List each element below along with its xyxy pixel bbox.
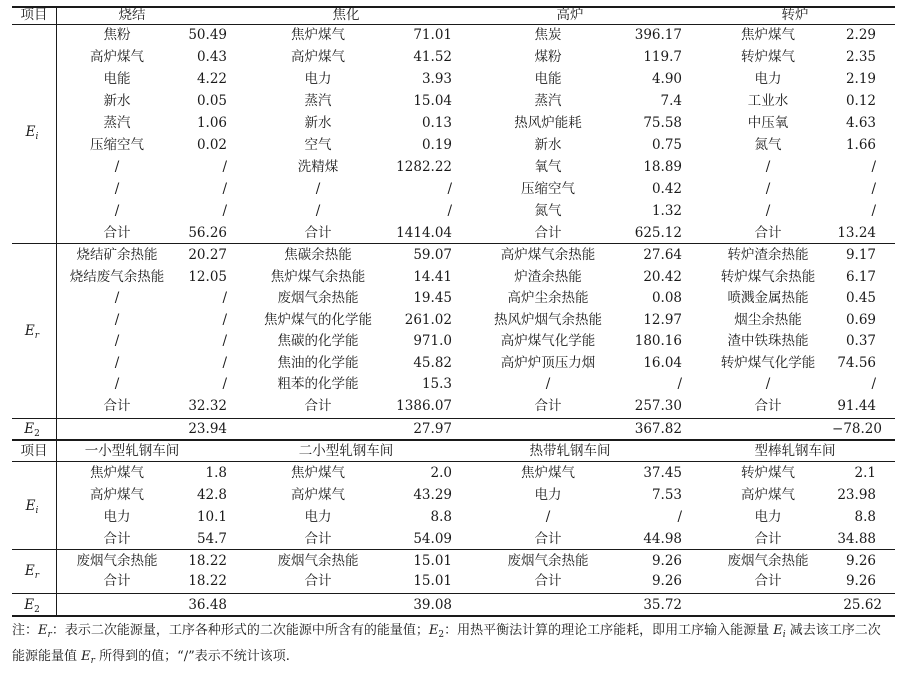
- er-cell-value: 16.04: [643, 354, 682, 371]
- ei2-cell-name: 焦炉煤气: [90, 465, 144, 481]
- er-cell-value: 0.08: [651, 290, 682, 306]
- table-note: [12, 620, 892, 672]
- note-er-subscript: r: [47, 630, 52, 640]
- er-cell-value: /: [222, 311, 227, 328]
- ei2-cell-name: 焦炉煤气: [521, 465, 575, 481]
- ei-cell-value: 0.12: [845, 93, 876, 109]
- ei2-row-label: [26, 498, 39, 519]
- ei-cell-name: 焦炉煤气: [291, 27, 345, 43]
- note-ei-letter: E: [773, 623, 783, 638]
- note-er-subscript-2: r: [90, 656, 95, 666]
- ei-row-label-letter: E: [25, 124, 36, 140]
- er2-cell-value: 15.01: [413, 553, 452, 569]
- ei-cell-name: /: [114, 203, 120, 219]
- ei-cell-value: 18.89: [643, 159, 682, 175]
- ei2-cell-value: 42.8: [196, 487, 227, 503]
- er-cell-value: 19.45: [413, 290, 452, 306]
- note-prefix: 注：: [12, 623, 39, 638]
- ei2-cell-name: 电力: [534, 487, 562, 503]
- ei-cell-name: 焦炭: [534, 27, 562, 43]
- er2-row-label: [25, 563, 39, 584]
- er-cell-name: 焦油的化学能: [277, 354, 359, 371]
- er-cell-value: 1386.07: [396, 397, 452, 414]
- er2-cell-name: 合计: [103, 573, 131, 589]
- er2-cell-name: 废烟气余热能: [507, 553, 589, 569]
- ei-cell-name: 焦粉: [103, 27, 131, 43]
- note-er-letter: E: [38, 623, 48, 638]
- note-ending: 所得到的值；“/”表示不统计该项.: [94, 649, 290, 664]
- er-cell-name: 焦炉煤气余热能: [270, 268, 366, 285]
- e2-value: 23.94: [188, 421, 227, 437]
- ei-cell-value: /: [447, 181, 452, 197]
- er-cell-value: /: [222, 376, 227, 392]
- ei-cell-value: 50.49: [188, 27, 227, 43]
- er-cell-value: 91.44: [837, 397, 876, 414]
- ei-cell-name: 空气: [304, 137, 332, 153]
- er-cell-name: 焦炉煤气的化学能: [264, 311, 372, 328]
- er-cell-value: 59.07: [413, 247, 452, 263]
- rule-header2: [12, 461, 895, 462]
- ei2-cell-value: /: [677, 509, 682, 525]
- er-cell-name: 高炉煤气余热能: [500, 247, 596, 263]
- ei-cell-name: 蒸汽: [304, 93, 332, 109]
- er-cell-value: 9.17: [845, 247, 876, 263]
- ei2-cell-value: 7.53: [651, 487, 682, 503]
- note-ei-subscript: i: [782, 630, 786, 640]
- ei2-cell-name: 合计: [304, 531, 332, 547]
- ei-cell-name: /: [765, 203, 771, 219]
- er-cell-name: /: [114, 376, 120, 392]
- e2-bottom-value: 35.72: [643, 597, 682, 613]
- ei-row-label: [26, 124, 39, 145]
- er-cell-value: 14.41: [413, 268, 452, 285]
- er2-cell-name: 废烟气余热能: [277, 553, 359, 569]
- er-cell-value: 0.69: [845, 311, 876, 328]
- er-cell-name: 转炉煤气化学能: [720, 354, 816, 371]
- ei-cell-name: 热风炉能耗: [514, 115, 582, 131]
- er-cell-value: 0.45: [845, 290, 876, 306]
- note-er-letter-2: E: [81, 649, 91, 664]
- e2-bottom-value: 39.08: [413, 597, 452, 613]
- ei-cell-name: /: [765, 159, 771, 175]
- ei-cell-value: /: [871, 159, 876, 175]
- er-cell-value: /: [677, 376, 682, 392]
- ei-cell-name: 工业水: [747, 93, 789, 109]
- ei2-cell-name: 电力: [103, 509, 131, 525]
- er-cell-value: /: [222, 333, 227, 349]
- er-cell-value: 45.82: [413, 354, 452, 371]
- ei-cell-value: 1.06: [196, 115, 227, 131]
- ei-cell-name: 电能: [534, 71, 562, 87]
- header-zhuanlu: 转炉: [781, 7, 809, 23]
- er-cell-name: 焦碳的化学能: [277, 333, 359, 349]
- er-cell-value: 32.32: [188, 397, 227, 414]
- ei-cell-name: 焦炉煤气: [741, 27, 795, 43]
- er2-cell-name: 合计: [754, 573, 782, 589]
- er2-row-label-subscript: r: [34, 571, 40, 581]
- ei2-cell-name: 电力: [304, 509, 332, 525]
- e2-bottom-row-label-letter: E: [24, 597, 35, 613]
- note-ei-symbol: [773, 623, 785, 638]
- er-cell-name: 高炉煤气化学能: [500, 333, 596, 349]
- er-cell-value: 74.56: [837, 354, 876, 371]
- rule-bottom: [12, 615, 895, 617]
- ei2-cell-name: 合计: [754, 531, 782, 547]
- er2-cell-value: 9.26: [651, 553, 682, 569]
- ei2-cell-name: 高炉煤气: [291, 487, 345, 503]
- ei-cell-name: 中压氧: [747, 115, 789, 131]
- e2-value: −78.20: [832, 421, 882, 437]
- ei2-cell-value: 2.0: [430, 465, 452, 481]
- er-cell-name: /: [114, 354, 120, 371]
- ei2-cell-value: 54.09: [413, 531, 452, 547]
- ei-cell-value: 625.12: [634, 225, 682, 241]
- er2-cell-value: 18.22: [188, 553, 227, 569]
- er-cell-value: /: [222, 354, 227, 371]
- ei-cell-value: 119.7: [643, 49, 682, 65]
- ei-cell-value: 4.90: [651, 71, 682, 87]
- er-cell-value: 20.27: [188, 247, 227, 263]
- er-cell-name: /: [114, 333, 120, 349]
- ei-cell-value: /: [222, 203, 227, 219]
- header2-item-label: 项目: [20, 443, 48, 459]
- er-cell-name: 合计: [304, 397, 332, 414]
- ei2-cell-name: 电力: [754, 509, 782, 525]
- ei-cell-name: 合计: [103, 225, 131, 241]
- rule-er2-e2: [12, 593, 895, 594]
- ei-cell-value: 0.43: [196, 49, 227, 65]
- vrule-item-bottom: [56, 441, 57, 617]
- er2-row-label-letter: E: [24, 563, 35, 579]
- ei-cell-value: 41.52: [413, 49, 452, 65]
- ei-cell-value: 3.93: [421, 71, 452, 87]
- e2-value: 367.82: [634, 421, 682, 437]
- ei-cell-value: 4.22: [196, 71, 227, 87]
- note-er-symbol: [38, 623, 52, 638]
- er-cell-value: 12.05: [188, 268, 227, 285]
- er2-cell-name: 合计: [304, 573, 332, 589]
- er-cell-value: /: [222, 290, 227, 306]
- note-er-definition: ：表示二次能源量，工序各种形式的二次能源中所含有的能量值；: [51, 623, 429, 638]
- ei-cell-name: 洗精煤: [297, 159, 339, 175]
- er-cell-name: 合计: [103, 397, 131, 414]
- vrule-item-top: [56, 6, 57, 441]
- e2-bottom-value: 25.62: [843, 597, 882, 613]
- er2-cell-name: 废烟气余热能: [727, 553, 809, 569]
- ei-cell-name: /: [315, 203, 321, 219]
- er-cell-name: 热风炉烟气余热能: [494, 311, 602, 328]
- ei-cell-value: 1.66: [845, 137, 876, 153]
- rule-er-e2: [12, 418, 895, 419]
- er-cell-value: 15.3: [421, 376, 452, 392]
- ei-cell-name: 高炉煤气: [90, 49, 144, 65]
- e2-bottom-value: 36.48: [188, 597, 227, 613]
- rule-ei2-er2: [12, 549, 895, 550]
- ei-cell-value: 0.02: [196, 137, 227, 153]
- rule-mid: [12, 439, 895, 441]
- er-cell-name: 合计: [534, 397, 562, 414]
- ei-cell-value: 2.29: [845, 27, 876, 43]
- note-e2-letter: E: [428, 623, 439, 638]
- er-cell-name: /: [114, 311, 120, 328]
- ei-cell-value: 13.24: [837, 225, 876, 241]
- header2-col2: 二小型轧钢车间: [298, 443, 394, 459]
- ei-cell-name: 压缩空气: [521, 181, 575, 197]
- ei-cell-value: 0.05: [196, 93, 227, 109]
- er-cell-value: 261.02: [404, 311, 452, 328]
- ei-cell-value: 4.63: [845, 115, 876, 131]
- ei-cell-value: 1282.22: [396, 159, 452, 175]
- ei2-cell-value: 23.98: [837, 487, 876, 503]
- ei-cell-value: /: [447, 203, 452, 219]
- er-cell-value: 971.0: [413, 333, 452, 349]
- er-cell-name: /: [765, 376, 771, 392]
- ei-row-label-subscript: i: [35, 132, 39, 142]
- er-cell-name: /: [545, 376, 551, 392]
- ei2-cell-value: 10.1: [196, 509, 227, 525]
- header-gaolu: 高炉: [556, 7, 584, 23]
- er-cell-value: 27.64: [643, 247, 682, 263]
- er-cell-value: 6.17: [845, 268, 876, 285]
- er-cell-name: 废烟气余热能: [277, 290, 359, 306]
- ei2-row-label-subscript: i: [35, 506, 39, 516]
- er2-cell-value: 15.01: [413, 573, 452, 589]
- ei2-cell-value: 44.98: [643, 531, 682, 547]
- ei-cell-name: 新水: [534, 137, 562, 153]
- header-item-label: 项目: [20, 7, 48, 23]
- er-cell-name: /: [114, 290, 120, 306]
- ei-cell-name: 蒸汽: [103, 115, 131, 131]
- ei2-cell-value: 43.29: [413, 487, 452, 503]
- header2-col1: 一小型轧钢车间: [84, 443, 180, 459]
- er-cell-name: 烟尘余热能: [734, 311, 802, 328]
- ei-cell-name: 合计: [754, 225, 782, 241]
- ei-cell-value: /: [222, 159, 227, 175]
- er-cell-value: 12.97: [643, 311, 682, 328]
- ei-cell-name: 氧气: [534, 159, 562, 175]
- ei2-cell-value: 8.8: [430, 509, 452, 525]
- ei2-cell-name: 焦炉煤气: [291, 465, 345, 481]
- ei-cell-name: 电力: [754, 71, 782, 87]
- er-cell-name: 烧结矿余热能: [76, 247, 158, 263]
- er2-cell-value: 18.22: [188, 573, 227, 589]
- ei-cell-value: 15.04: [413, 93, 452, 109]
- ei-cell-name: 氮气: [534, 203, 562, 219]
- ei-cell-value: 1414.04: [396, 225, 452, 241]
- header2-col4: 型棒轧钢车间: [754, 443, 836, 459]
- e2-bottom-row-label-subscript: 2: [34, 605, 40, 615]
- ei-cell-value: /: [871, 203, 876, 219]
- er2-cell-name: 合计: [534, 573, 562, 589]
- ei-cell-value: 75.58: [643, 115, 682, 131]
- er2-cell-name: 废烟气余热能: [76, 553, 158, 569]
- ei-cell-name: 压缩空气: [90, 137, 144, 153]
- ei2-cell-name: /: [545, 509, 551, 525]
- er-cell-value: 257.30: [634, 397, 682, 414]
- er-cell-name: 高炉炉顶压力烟: [500, 354, 596, 371]
- ei-cell-name: 蒸汽: [534, 93, 562, 109]
- ei-cell-value: 2.19: [845, 71, 876, 87]
- ei2-cell-value: 54.7: [196, 531, 227, 547]
- er-cell-value: 180.16: [634, 333, 682, 349]
- ei-cell-name: 氮气: [754, 137, 782, 153]
- er-row-label-letter: E: [24, 323, 35, 339]
- ei-cell-value: 0.42: [651, 181, 682, 197]
- ei-cell-value: /: [222, 181, 227, 197]
- ei-cell-name: 高炉煤气: [291, 49, 345, 65]
- er-cell-name: 炉渣余热能: [514, 268, 582, 285]
- er-cell-name: 高炉尘余热能: [507, 290, 589, 306]
- note-e2-subscript: 2: [438, 630, 445, 640]
- ei-cell-name: /: [315, 181, 321, 197]
- ei-cell-value: 7.4: [660, 93, 682, 109]
- ei2-cell-value: 37.45: [643, 465, 682, 481]
- ei-cell-value: 0.19: [421, 137, 452, 153]
- ei2-cell-name: 合计: [534, 531, 562, 547]
- ei-cell-name: 电能: [103, 71, 131, 87]
- note-e2-symbol: [429, 623, 444, 638]
- ei2-cell-name: 转炉煤气: [741, 465, 795, 481]
- ei-cell-value: 1.32: [651, 203, 682, 219]
- e2-row-label-letter: E: [24, 421, 35, 437]
- ei2-cell-name: 高炉煤气: [90, 487, 144, 503]
- ei-cell-name: 电力: [304, 71, 332, 87]
- ei2-cell-value: 34.88: [837, 531, 876, 547]
- er2-cell-value: 9.26: [845, 573, 876, 589]
- e2-row-label-subscript: 2: [34, 429, 40, 439]
- ei-cell-name: 合计: [304, 225, 332, 241]
- er-cell-name: 合计: [754, 397, 782, 414]
- header2-col3: 热带轧钢车间: [529, 443, 611, 459]
- note-e2-definition: ：用热平衡法计算的理论工序能耗，即用工序输入能源量: [444, 623, 774, 638]
- header-shaojie: 烧结: [118, 7, 146, 23]
- er-row-label-subscript: r: [34, 331, 40, 341]
- er-cell-value: 0.37: [845, 333, 876, 349]
- ei2-row-label-letter: E: [25, 498, 36, 514]
- er-cell-name: 渣中铁珠热能: [727, 333, 809, 349]
- er-cell-name: 烧结废气余热能: [69, 268, 165, 285]
- ei-cell-name: 转炉煤气: [741, 49, 795, 65]
- er-cell-name: 喷溅金属热能: [727, 290, 809, 306]
- er-cell-name: 焦碳余热能: [284, 247, 352, 263]
- er-cell-name: 粗苯的化学能: [277, 376, 359, 392]
- ei-cell-name: 合计: [534, 225, 562, 241]
- ei2-cell-name: 合计: [103, 531, 131, 547]
- ei-cell-name: 新水: [304, 115, 332, 131]
- ei2-cell-value: 2.1: [854, 465, 876, 481]
- note-er-symbol-2: [81, 649, 95, 664]
- rule-ei-er: [12, 243, 895, 244]
- ei-cell-name: /: [114, 159, 120, 175]
- ei-cell-name: /: [765, 181, 771, 197]
- ei-cell-value: 0.75: [651, 137, 682, 153]
- ei-cell-value: 56.26: [188, 225, 227, 241]
- ei2-cell-value: 8.8: [854, 509, 876, 525]
- e2-value: 27.97: [413, 421, 452, 437]
- er-row-label: [25, 323, 39, 344]
- note-minus-text: 减去该工序二次能源能量值: [12, 623, 881, 664]
- ei-cell-value: 71.01: [413, 27, 452, 43]
- header-jiaohua: 焦化: [332, 7, 360, 23]
- ei2-cell-name: 高炉煤气: [741, 487, 795, 503]
- ei-cell-value: 0.13: [421, 115, 452, 131]
- e2-row-label: [24, 421, 40, 442]
- ei-cell-name: /: [114, 181, 120, 197]
- ei-cell-value: /: [871, 181, 876, 197]
- ei-cell-value: 2.35: [845, 49, 876, 65]
- rule-header1: [12, 24, 895, 25]
- er-cell-name: 转炉渣余热能: [727, 247, 809, 263]
- ei-cell-name: 煤粉: [534, 49, 562, 65]
- er2-cell-value: 9.26: [845, 553, 876, 569]
- er-cell-value: /: [871, 376, 876, 392]
- er2-cell-value: 9.26: [651, 573, 682, 589]
- ei-cell-value: 396.17: [634, 27, 682, 43]
- er-cell-name: 转炉煤气余热能: [720, 268, 816, 285]
- ei2-cell-value: 1.8: [205, 465, 227, 481]
- ei-cell-name: 新水: [103, 93, 131, 109]
- er-cell-value: 20.42: [643, 268, 682, 285]
- e2-bottom-row-label: [24, 597, 40, 618]
